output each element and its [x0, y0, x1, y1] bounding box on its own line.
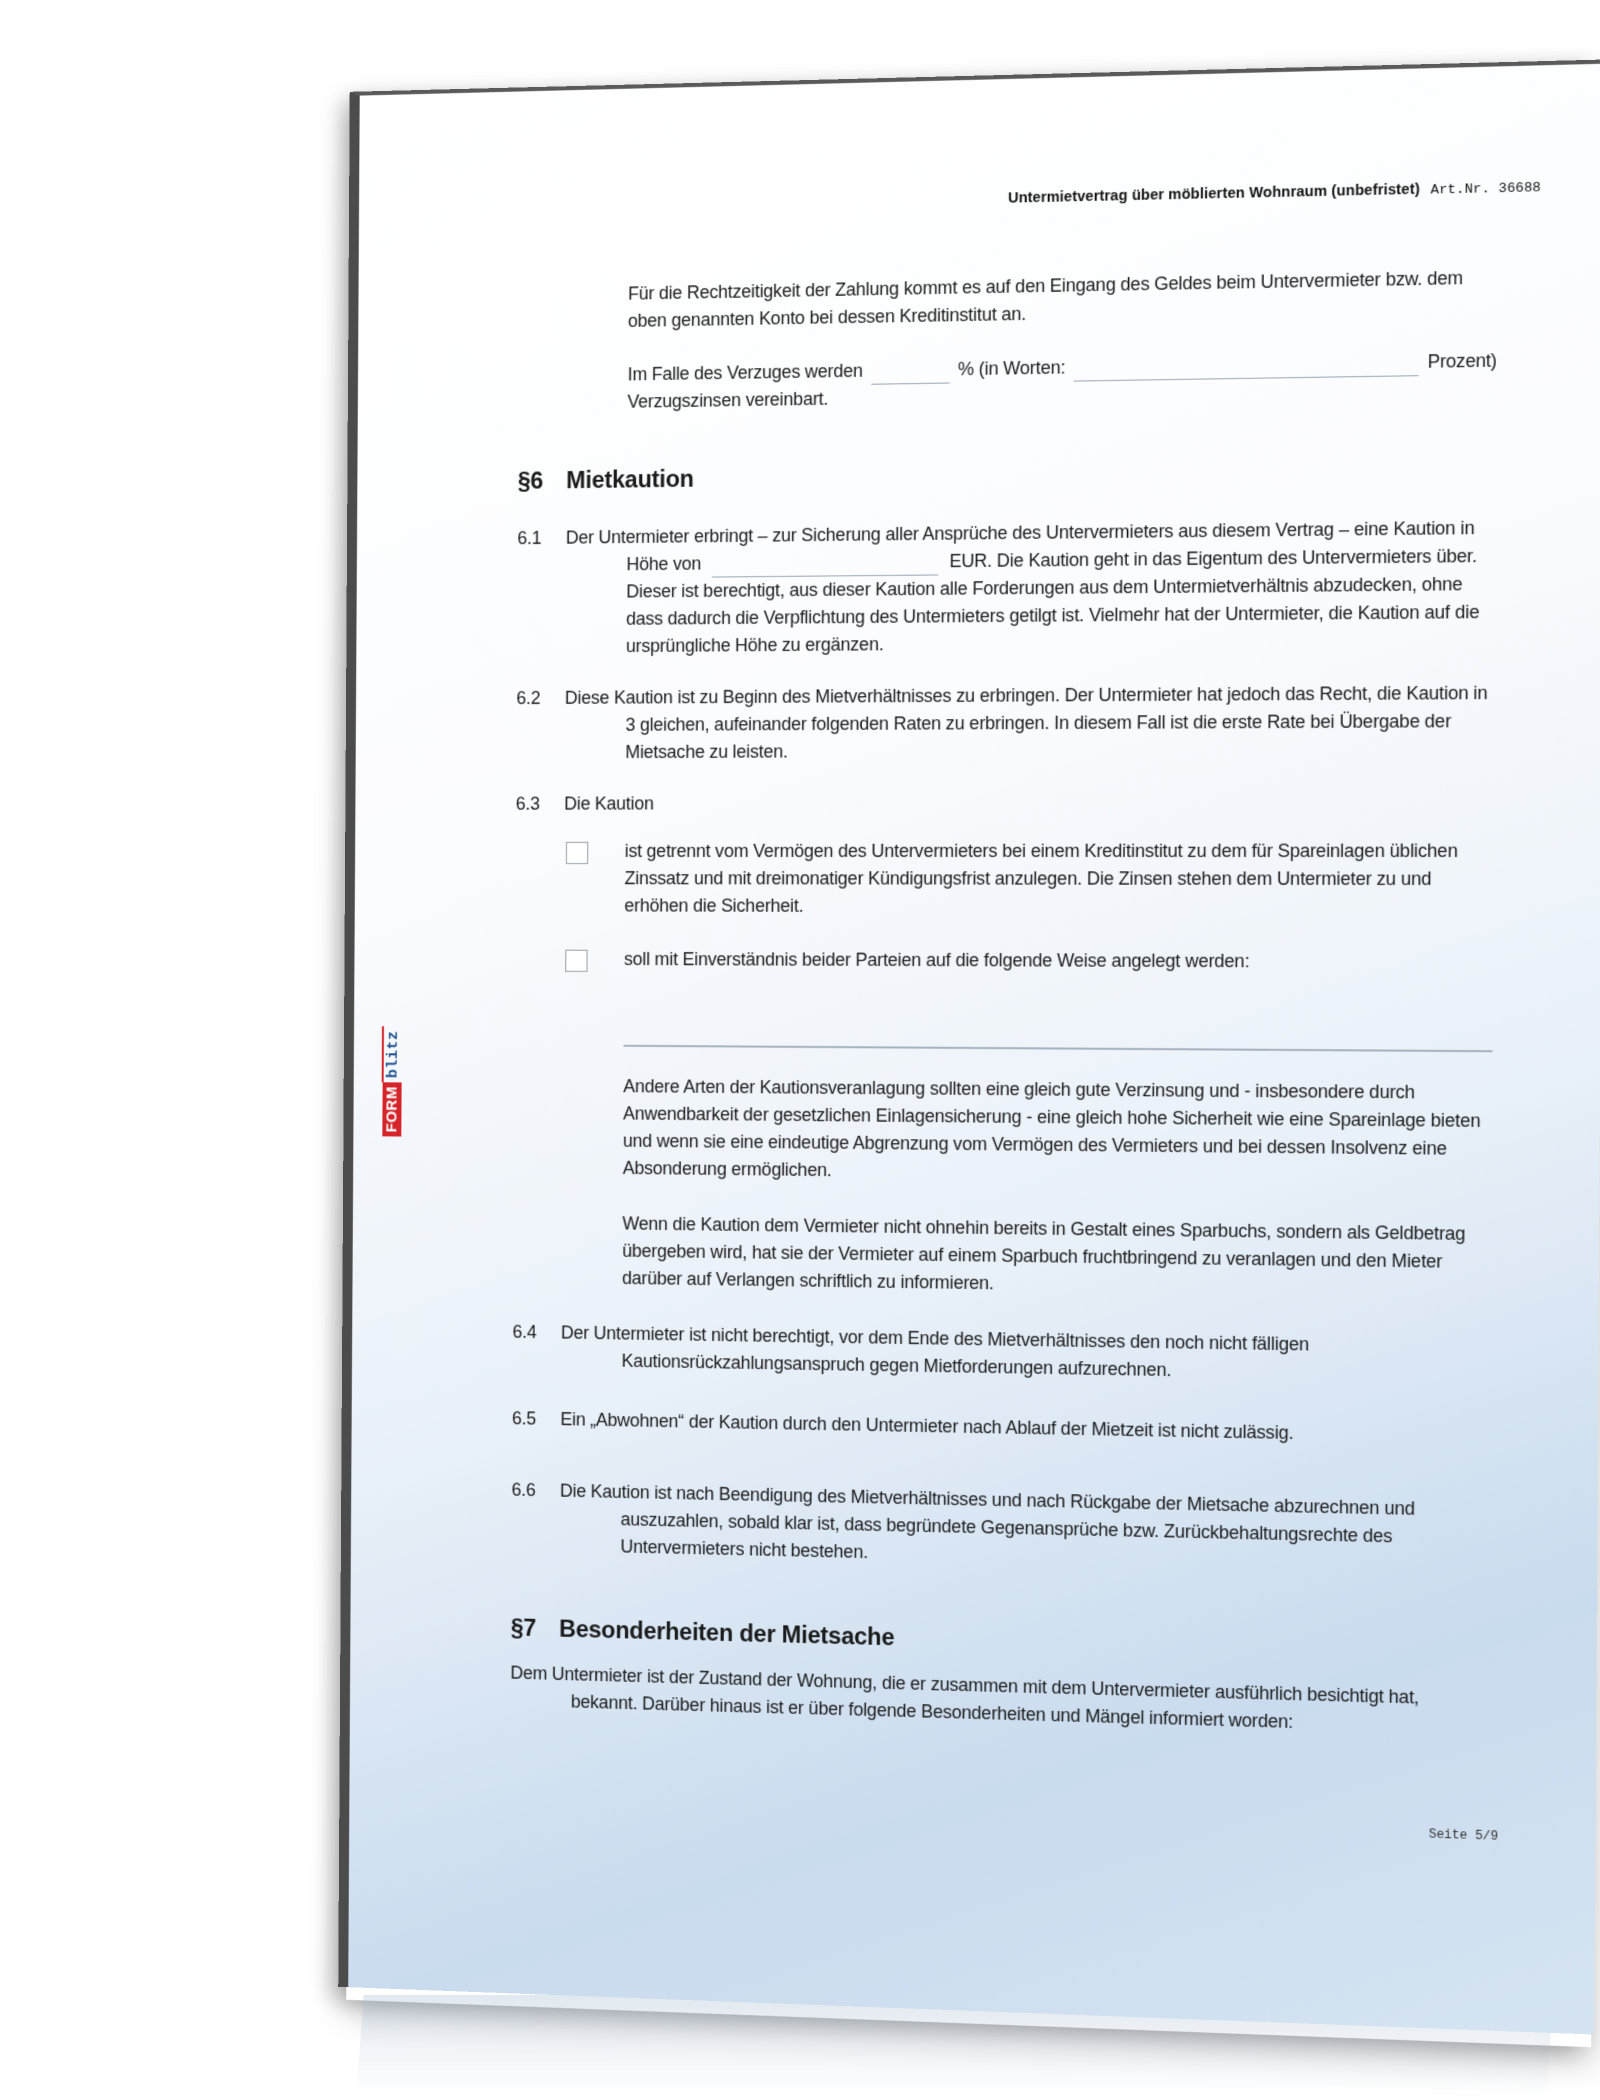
late-interest-text-2: Verzugszinsen vereinbart. [627, 388, 829, 412]
late-percent-field[interactable] [871, 362, 950, 385]
option-2-input-line[interactable] [624, 1044, 1493, 1053]
late-interest-paragraph [627, 347, 1497, 416]
clause-6-2 [516, 679, 1495, 766]
option-text: soll mit Einverständnis beider Parteien auf die folgende Weise angelegt werden: [623, 948, 1250, 972]
option-2-checkbox[interactable] [565, 950, 587, 972]
late-percent-label: % (in Worten: [957, 357, 1066, 380]
payment-timeliness-paragraph: Für die Rechtzeitigkeit der Zahlung kommt es auf den Eingang des Geldes beim Untervermieter bzw. dem oben genannten Konto bei dessen Kreditinstitut an. [627, 267, 1464, 332]
clause-text: Diese Kaution ist zu Beginn des Mietverhältnisses zu erbringen. Der Untermieter hat jedoch das Recht, die Kaution in 3 gleichen, aufeinander folgenden Raten zu erbringen. In diesem Fall ist die erste Rate bei Übergabe der Mietsache zu leisten. [564, 682, 1488, 763]
clause-6-4 [512, 1319, 1490, 1390]
logo-form: FORM [382, 1082, 401, 1136]
option-text: ist getrennt vom Vermögen des Untervermieters bei einem Kreditinstitut zu dem für Spareinlagen üblichen Zinssatz und mit dreimonatiger Kündigungsfrist anzulegen. Die Zinsen stehen dem Untermieter zu und erhöhen die Sicherheit. [624, 840, 1458, 916]
deposit-note-2: Wenn die Kaution dem Vermieter nicht ohnehin bereits in Gestalt eines Sparbuchs, sondern als Geldbetrag übergeben wird, hat sie der Vermieter auf einem Sparbuch fruchtbringend zu veranlagen und den Mieter darüber auf Verlangen schriftlich zu informieren. [622, 1213, 1466, 1294]
clause-number: 6.6 [511, 1479, 536, 1501]
section-number: §7 [510, 1614, 537, 1642]
clause-text: Ein „Abwohnen“ der Kaution durch den Untermieter nach Ablauf der Mietzeit ist nicht zulässig. [560, 1408, 1294, 1444]
section-7-heading [511, 1614, 1489, 1667]
clause-text-b: EUR. Die Kaution geht in das Eigentum des Untervermieters über. Dieser ist berechtigt, aus dieser Kaution alle Forderungen aus dem Untermietverhältnis abzudecken, ohne dass dadurch die Verpflichtung des Untermieters getilgt ist. Vielmehr hat der Untermieter, die Kaution auf die ursprüngliche Höhe zu ergänzen. [625, 545, 1480, 657]
clause-number: 6.2 [516, 687, 541, 709]
section-7-text: Dem Untermieter ist der Zustand der Wohnung, die er zusammen mit dem Untervermieter ausführlich besichtigt hat, bekannt. Darüber hinaus ist er über folgende Besonderheiten und Mängel informiert worden: [510, 1662, 1419, 1733]
clause-text: Die Kaution ist nach Beendigung des Mietverhältnisses und nach Rückgabe der Mietsache abzurechnen und auszuzahlen, sobald klar ist, dass begründete Gegenansprüche bzw. Zurückbehaltungsrechte des Untervermieters nicht bestehen. [559, 1480, 1415, 1563]
clause-6-3 [516, 788, 1494, 817]
article-number: Art.Nr. 36688 [1430, 179, 1542, 198]
clause-number: 6.3 [515, 793, 540, 814]
document-header [1008, 178, 1541, 207]
logo-blitz: blitz [382, 1027, 403, 1083]
deposit-option-2 [565, 946, 1493, 977]
clause-text [565, 514, 1496, 660]
clause-text: Der Untermieter ist nicht berechtigt, vor dem Ende des Mietverhältnisses den noch nicht fälligen Kautionsrückzahlungsanspruch gegen Mietforderungen aufzurechnen. [560, 1322, 1310, 1381]
section-number: §6 [517, 467, 544, 494]
clause-6-6 [511, 1476, 1489, 1580]
formblitz-logo [381, 1027, 403, 1137]
clause-6-5 [512, 1405, 1490, 1451]
document-title: Untermietvertrag über möblierten Wohnraum (unbefristet) [1008, 180, 1420, 206]
deposit-amount-field[interactable] [712, 554, 938, 578]
late-percent-unit: Prozent) [1427, 350, 1497, 372]
clause-number: 6.4 [512, 1321, 537, 1343]
deposit-option-1 [566, 837, 1494, 921]
document-page [338, 59, 1600, 2034]
document-body [510, 264, 1497, 1742]
section-title: Mietkaution [566, 465, 694, 494]
clause-number: 6.1 [517, 527, 542, 549]
option-1-checkbox[interactable] [566, 842, 588, 864]
section-6-heading [518, 455, 1497, 495]
page-number: Seite 5/9 [1428, 1827, 1499, 1844]
section-title: Besonderheiten der Mietsache [559, 1615, 895, 1651]
deposit-note-1: Andere Arten der Kautionsveranlagung sollten eine gleich gute Verzinsung und - insbesondere durch Anwendbarkeit der gesetzlichen Einlagensicherung - eine gleich hohe Sicherheit wie eine Spareinlage bieten und wenn sie eine eindeutige Abgrenzung vom Vermögen des Vermieters und bei dessen Insolvenz eine Absonderung ermöglichen. [622, 1076, 1481, 1181]
clause-text-a: Der Untermieter erbringt – zur Sicherung aller Ansprüche des Untervermieters aus diesem Vertrag – eine Kaution in Höhe von [565, 517, 1475, 575]
late-interest-text: Im Falle des Verzuges werden [627, 360, 863, 385]
clause-number: 6.5 [511, 1408, 537, 1429]
clause-6-1 [517, 514, 1496, 661]
clause-text: Die Kaution [564, 793, 654, 814]
